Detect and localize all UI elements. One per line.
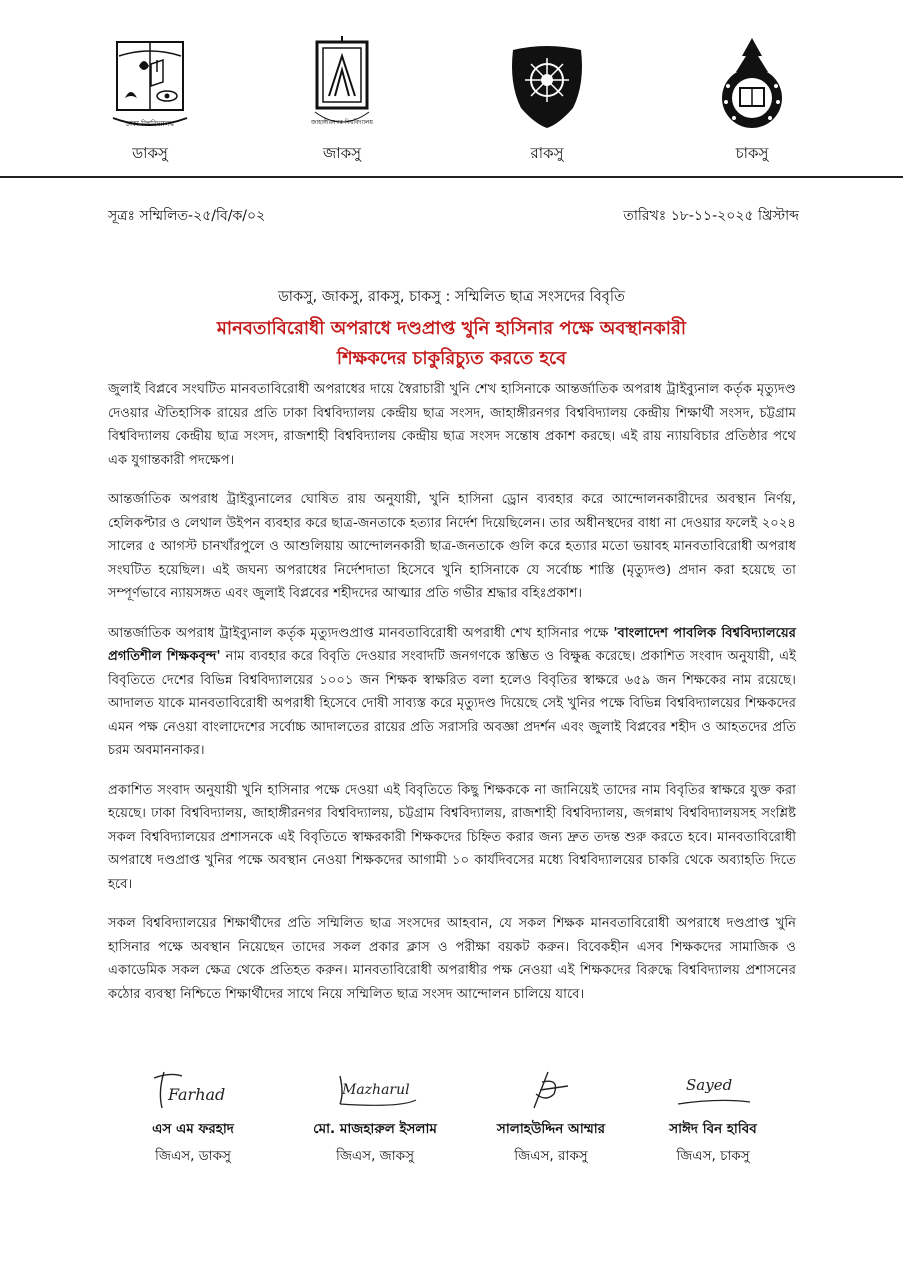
paragraph-2: আন্তর্জাতিক অপরাধ ট্রাইব্যুনালের ঘোষিত রায় অনুযায়ী, খুনি হাসিনা ড্রোন ব্যবহার করে আন্দোলনকারীদের অবস্থান নির্ণয়, হেলিকপ্টার ও লেথাল উইপন ব্যবহার করে ছাত্র-জনতাকে হত্যার নির্দেশ দিয়েছিলেন। তার অধীনস্থদের বাধা না দেওয়ার ফলেই ২০২৪ সালের ৫ আগস্ট চানখাঁরপুলে ও আশুলিয়ায় আন্দোলনকারী ছাত্র-জনতাকে গুলি করে হত্যার মতো ভয়াবহ মানবতাবিরোধী অপরাধ সংঘটিত হয়েছিল। এই জঘন্য অপরাধের নির্দেশদাতা হিসেবে খুনি হাসিনাকে যে সর্বোচ্চ শাস্তি (মৃত্যুদণ্ড) প্রদান করা হয়েছে তা সম্পূর্ণভাবে ন্যায়সঙ্গত এবং জুলাই বিপ্লবের শহীদদের আত্মার প্রতি গভীর শ্রদ্ধার বহিঃপ্রকাশ। [108,492,796,601]
signatory-1-name: এস এম ফরহাদ [152,1121,234,1137]
signatory-4-name: সাঈদ বিন হাবিব [669,1121,757,1137]
signature-4-text: Sayed [686,1076,733,1094]
signatory-1-role: জিএস, ডাকসু [155,1148,231,1164]
paragraph-5: সকল বিশ্ববিদ্যালয়ের শিক্ষার্থীদের প্রতি সম্মিলিত ছাত্র সংসদের আহবান, যে সকল শিক্ষক মানবতাবিরোধী অপরাধে দণ্ডপ্রাপ্ত খুনি হাসিনার পক্ষে অবস্থান নিয়েছেন তাদের সকল প্রকার ক্লাস ও পরীক্ষা বয়কট করুন। বিবেকহীন এসব শিক্ষকদের সামাজিক ও একাডেমিক সকল ক্ষেত্র থেকে প্রতিহত করুন। মানবতাবিরোধী অপরাধীর পক্ষ নেওয়া এই শিক্ষকদের বিরুদ্ধে বিশ্ববিদ্যালয় প্রশাসনের কঠোর ব্যবস্থা নিশ্চিতে শিক্ষার্থীদের সাথে নিয়ে সম্মিলিত ছাত্র সংসদ আন্দোলন চালিয়ে যাবে। [108,916,796,1002]
header-logos [0,36,903,166]
logo-name-rucsu: রাকসু [530,144,564,162]
logo-name-ducsu: ডাকসু [132,144,168,162]
statement-title-line1: মানবতাবিরোধী অপরাধে দণ্ডপ্রাপ্ত খুনি হাসিনার পক্ষে অবস্থানকারী [216,318,687,339]
paragraph-1: জুলাই বিপ্লবে সংঘটিত মানবতাবিরোধী অপরাধের দায়ে স্বৈরাচারী খুনি শেখ হাসিনাকে আন্তর্জাতিক অপরাধ ট্রাইব্যুনাল কর্তৃক মৃত্যুদণ্ড দেওয়ার ঐতিহাসিক রায়ের প্রতি ঢাকা বিশ্ববিদ্যালয় কেন্দ্রীয় ছাত্র সংসদ, জাহাঙ্গীরনগর বিশ্ববিদ্যালয় কেন্দ্রীয় শিক্ষার্থী সংসদ, চট্টগ্রাম বিশ্ববিদ্যালয় কেন্দ্রীয় ছাত্র সংসদ, রাজশাহী বিশ্ববিদ্যালয় কেন্দ্রীয় ছাত্র সংসদ সন্তোষ প্রকাশ করছে। এই রায় ন্যায়বিচার প্রতিষ্ঠার পথে এক যুগান্তকারী পদক্ষেপ। [108,382,796,468]
logo-ducsu [80,36,220,167]
signatory-3-name: সালাহউদ্দিন আম্মার [496,1121,606,1137]
signatory-2-name: মো. মাজহারুল ইসলাম [313,1121,437,1137]
paragraph-3 [108,622,796,763]
logo-name-cucsu: চাকসু [735,144,769,162]
signature-2 [290,1064,460,1112]
statement-title-line2: শিক্ষকদের চাকুরিচ্যুত করতে হবে [336,348,567,369]
logo-name-jucsu: জাকসু [322,144,362,162]
header-divider [0,176,903,178]
paragraph-3-bold-quote: 'বাংলাদেশ পাবলিক বিশ্ববিদ্যালয়ের প্রগতিশীল শিক্ষকবৃন্দ' [108,625,796,664]
signatory-4-role: জিএস, চাকসু [676,1148,750,1164]
statement-body [108,378,796,1022]
jucsu-emblem [272,36,412,132]
signatory-1 [108,1064,278,1168]
ducsu-logo-text: ঢাকা বিশ্ববিদ্যালয় [125,120,175,128]
logo-cucsu [682,36,822,167]
signature-1 [108,1064,278,1112]
reference-number: সূত্রঃ সম্মিলিত-২৫/বি/ক/০২ [108,208,266,224]
paragraph-3-part-a: আন্তর্জাতিক অপরাধ ট্রাইব্যুনাল কর্তৃক মৃত্যুদণ্ডপ্রাপ্ত মানবতাবিরোধী অপরাধী শেখ হাসিনার পক্ষে [108,625,614,641]
signature-2-text: Mazharul [342,1082,410,1098]
cucsu-emblem [682,36,822,132]
logo-jucsu [272,36,412,167]
document-date: তারিখঃ ১৮-১১-২০২৫ খ্রিস্টাব্দ [623,208,799,224]
signature-4 [628,1064,798,1112]
signatory-2-role: জিএস, জাকসু [335,1148,415,1164]
signature-3 [466,1064,636,1112]
ducsu-emblem [80,36,220,132]
signatory-4 [628,1064,798,1168]
jucsu-logo-text: জাহাঙ্গীরনগর বিশ্ববিদ্যালয় [311,119,373,126]
paragraph-3-part-b: নাম ব্যবহার করে বিবৃতি দেওয়ার সংবাদটি জনগণকে স্তম্ভিত ও বিক্ষুব্ধ করেছে। প্রকাশিত সংবাদ অনুযায়ী, এই বিবৃতিতে দেশের বিভিন্ন বিশ্ববিদ্যালয়ের ১০০১ জন শিক্ষক স্বাক্ষরিত বলা হলেও বিবৃতির স্বাক্ষরে ৬৫৯ জন শিক্ষকের নাম রয়েছে। আদালত যাকে মানবতাবিরোধী অপরাধী হিসেবে দোষী সাব্যস্ত করে মৃত্যুদণ্ড দিয়েছে সেই খুনির পক্ষে বিভিন্ন বিশ্ববিদ্যালয়ের শিক্ষকদের এমন পক্ষ নেওয়া বাংলাদেশের সর্বোচ্চ আদালতের রায়ের প্রতি সরাসরি অবজ্ঞা প্রদর্শন এবং জুলাই বিপ্লবের শহীদ ও আহতদের প্রতি চরম অবমাননাকর। [108,649,796,758]
paragraph-4: প্রকাশিত সংবাদ অনুযায়ী খুনি হাসিনার পক্ষে দেওয়া এই বিবৃতিতে কিছু শিক্ষককে না জানিয়েই তাদের নাম বিবৃতির স্বাক্ষরে যুক্ত করা হয়েছে। ঢাকা বিশ্ববিদ্যালয়, জাহাঙ্গীরনগর বিশ্ববিদ্যালয়, চট্টগ্রাম বিশ্ববিদ্যালয়, রাজশাহী বিশ্ববিদ্যালয়, জগন্নাথ বিশ্ববিদ্যালয়সহ সংশ্লিষ্ট সকল বিশ্ববিদ্যালয়ের প্রশাসনকে এই বিবৃতিতে স্বাক্ষরকারী শিক্ষকদের চিহ্নিত করার জন্য দ্রুত তদন্ত শুরু করতে হবে। মানবতাবিরোধী অপরাধে দণ্ডপ্রাপ্ত খুনির পক্ষে অবস্থান নেওয়া শিক্ষকদের আগামী ১০ কার্যদিবসের মধ্যে বিশ্ববিদ্যালয়ের চাকরি থেকে অব্যাহতি দিতে হবে। [108,782,796,892]
signature-1-text: Farhad [168,1085,226,1104]
signatory-3 [466,1064,636,1168]
rucsu-emblem [477,36,617,132]
signatory-3-role: জিএস, রাকসু [514,1148,588,1164]
signatory-2 [290,1064,460,1168]
statement-kicker: ডাকসু, জাকসু, রাকসু, চাকসু : সম্মিলিত ছাত্র সংসদের বিবৃতি [278,289,625,305]
logo-rucsu [477,36,617,167]
